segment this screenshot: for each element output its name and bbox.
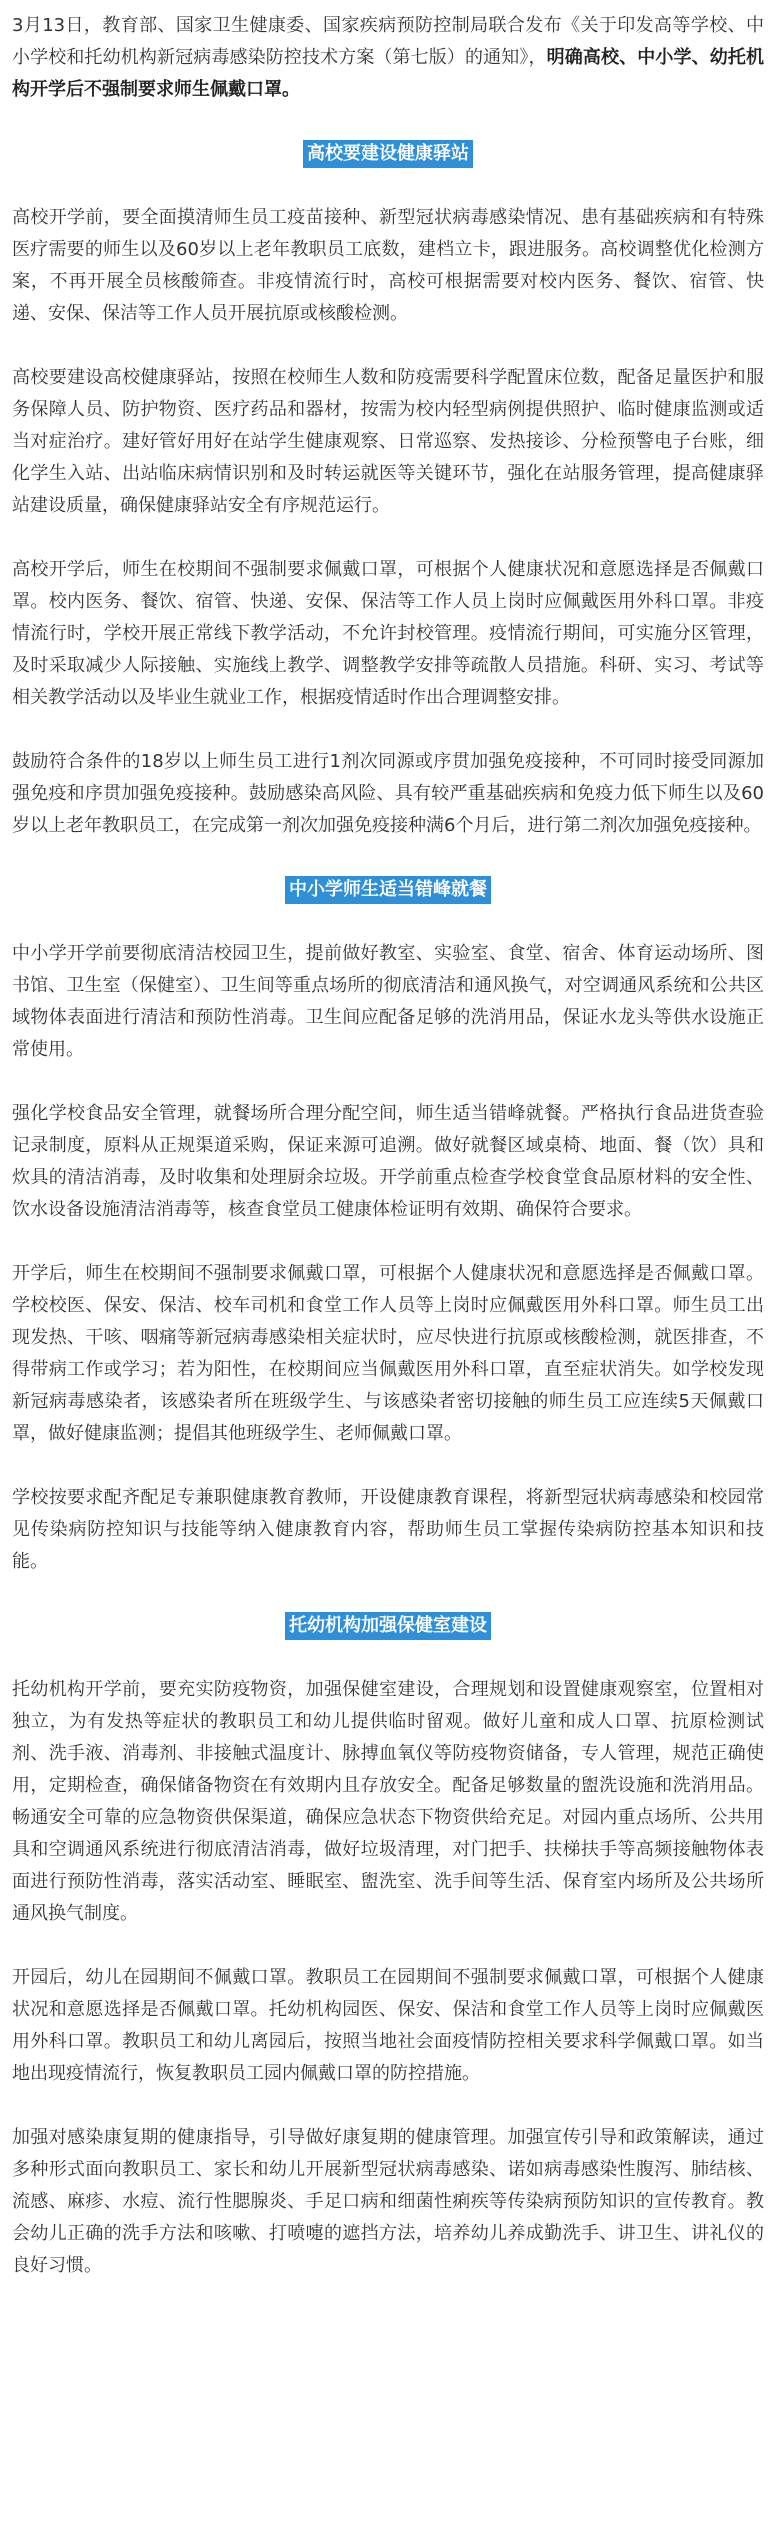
article-body	[12, 10, 764, 2282]
section2-paragraph: 强化学校食品安全管理，就餐场所合理分配空间，师生适当错峰就餐。严格执行食品进货查验记录制度，原料从正规渠道采购，保证来源可追溯。做好就餐区域桌椅、地面、餐（饮）具和炊具的清洁消毒，及时收集和处理厨余垃圾。开学前重点检查学校食堂食品原材料的安全性、饮水设备设施清洁消毒等，核查食堂员工健康体检证明有效期、确保符合要求。	[12, 1103, 764, 1220]
intro-highlight: 明确高校、中小学、幼托机构开学后不强制要求师生佩戴口罩。	[12, 47, 764, 100]
section2-paragraph: 中小学开学前要彻底清洁校园卫生，提前做好教室、实验室、食堂、宿舍、体育运动场所、图书馆、卫生室（保健室）、卫生间等重点场所的彻底清洁和通风换气，对空调通风系统和公共区域物体表面进行清洁和预防性消毒。卫生间应配备足够的洗消用品，保证水龙头等供水设施正常使用。	[12, 943, 764, 1060]
section1-paragraph: 鼓励符合条件的18岁以上师生员工进行1剂次同源或序贯加强免疫接种，不可同时接受同源加强免疫和序贯加强免疫接种。鼓励感染高风险、具有较严重基础疾病和免疫力低下师生以及60岁以上老年教职员工，在完成第一剂次加强免疫接种满6个月后，进行第二剂次加强免疫接种。	[12, 751, 764, 836]
section3-paragraph: 开园后，幼儿在园期间不佩戴口罩。教职员工在园期间不强制要求佩戴口罩，可根据个人健康状况和意愿选择是否佩戴口罩。托幼机构园医、保安、保洁和食堂工作人员等上岗时应佩戴医用外科口罩。教职员工和幼儿离园后，按照当地社会面疫情防控相关要求科学佩戴口罩。如当地出现疫情流行，恢复教职员工园内佩戴口罩的防控措施。	[12, 1967, 764, 2084]
intro-paragraph	[12, 10, 764, 106]
section-heading-kindergarten: 托幼机构加强保健室建设	[285, 1612, 491, 1640]
section-heading-primary-secondary: 中小学师生适当错峰就餐	[285, 876, 491, 904]
section-heading-wrap	[12, 874, 764, 906]
section-heading-wrap	[12, 1610, 764, 1642]
section-heading-wrap	[12, 138, 764, 170]
section3-paragraph: 托幼机构开学前，要充实防疫物资，加强保健室建设，合理规划和设置健康观察室，位置相对独立，为有发热等症状的教职员工和幼儿提供临时留观。做好儿童和成人口罩、抗原检测试剂、洗手液、消毒剂、非接触式温度计、脉搏血氧仪等防疫物资储备，专人管理，规范正确使用，定期检查，确保储备物资在有效期内且存放安全。配备足够数量的盥洗设施和洗消用品。畅通安全可靠的应急物资供保渠道，确保应急状态下物资供给充足。对园内重点场所、公共用具和空调通风系统进行彻底清洁消毒，做好垃圾清理，对门把手、扶梯扶手等高频接触物体表面进行预防性消毒，落实活动室、睡眠室、盥洗室、洗手间等生活、保育室内场所及公共场所通风换气制度。	[12, 1679, 764, 1924]
section-heading-university: 高校要建设健康驿站	[303, 140, 473, 168]
section1-paragraph: 高校开学前，要全面摸清师生员工疫苗接种、新型冠状病毒感染情况、患有基础疾病和有特殊医疗需要的师生以及60岁以上老年教职员工底数，建档立卡，跟进服务。高校调整优化检测方案，不再开展全员核酸筛查。非疫情流行时，高校可根据需要对校内医务、餐饮、宿管、快递、安保、保洁等工作人员开展抗原或核酸检测。	[12, 207, 764, 324]
section2-paragraph: 学校按要求配齐配足专兼职健康教育教师，开设健康教育课程，将新型冠状病毒感染和校园常见传染病防控知识与技能等纳入健康教育内容，帮助师生员工掌握传染病防控基本知识和技能。	[12, 1487, 764, 1572]
section2-paragraph: 开学后，师生在校期间不强制要求佩戴口罩，可根据个人健康状况和意愿选择是否佩戴口罩。学校校医、保安、保洁、校车司机和食堂工作人员等上岗时应佩戴医用外科口罩。师生员工出现发热、干咳、咽痛等新冠病毒感染相关症状时，应尽快进行抗原或核酸检测，就医排查，不得带病工作或学习；若为阳性，在校期间应当佩戴医用外科口罩，直至症状消失。如学校发现新冠病毒感染者，该感染者所在班级学生、与该感染者密切接触的师生员工应连续5天佩戴口罩，做好健康监测；提倡其他班级学生、老师佩戴口罩。	[12, 1263, 764, 1444]
section3-paragraph: 加强对感染康复期的健康指导，引导做好康复期的健康管理。加强宣传引导和政策解读，通过多种形式面向教职员工、家长和幼儿开展新型冠状病毒感染、诺如病毒感染性腹泻、肺结核、流感、麻疹、水痘、流行性腮腺炎、手足口病和细菌性痢疾等传染病预防知识的宣传教育。教会幼儿正确的洗手方法和咳嗽、打喷嚏的遮挡方法，培养幼儿养成勤洗手、讲卫生、讲礼仪的良好习惯。	[12, 2127, 764, 2276]
section1-paragraph: 高校开学后，师生在校期间不强制要求佩戴口罩，可根据个人健康状况和意愿选择是否佩戴口罩。校内医务、餐饮、宿管、快递、安保、保洁等工作人员上岗时应佩戴医用外科口罩。非疫情流行时，学校开展正常线下教学活动，不允许封校管理。疫情流行期间，可实施分区管理，及时采取减少人际接触、实施线上教学、调整教学安排等疏散人员措施。科研、实习、考试等相关教学活动以及毕业生就业工作，根据疫情适时作出合理调整安排。	[12, 559, 764, 708]
intro-text: 3月13日，教育部、国家卫生健康委、国家疾病预防控制局联合发布《关于印发高等学校、中小学校和托幼机构新冠病毒感染防控技术方案（第七版）的通知》，	[12, 15, 764, 68]
section1-paragraph: 高校要建设高校健康驿站，按照在校师生人数和防疫需要科学配置床位数，配备足量医护和服务保障人员、防护物资、医疗药品和器材，按需为校内轻型病例提供照护、临时健康监测或适当对症治疗。建好管好用好在站学生健康观察、日常巡察、发热接诊、分检预警电子台账，细化学生入站、出站临床病情识别和及时转运就医等关键环节，强化在站服务管理，提高健康驿站建设质量，确保健康驿站安全有序规范运行。	[12, 367, 764, 516]
